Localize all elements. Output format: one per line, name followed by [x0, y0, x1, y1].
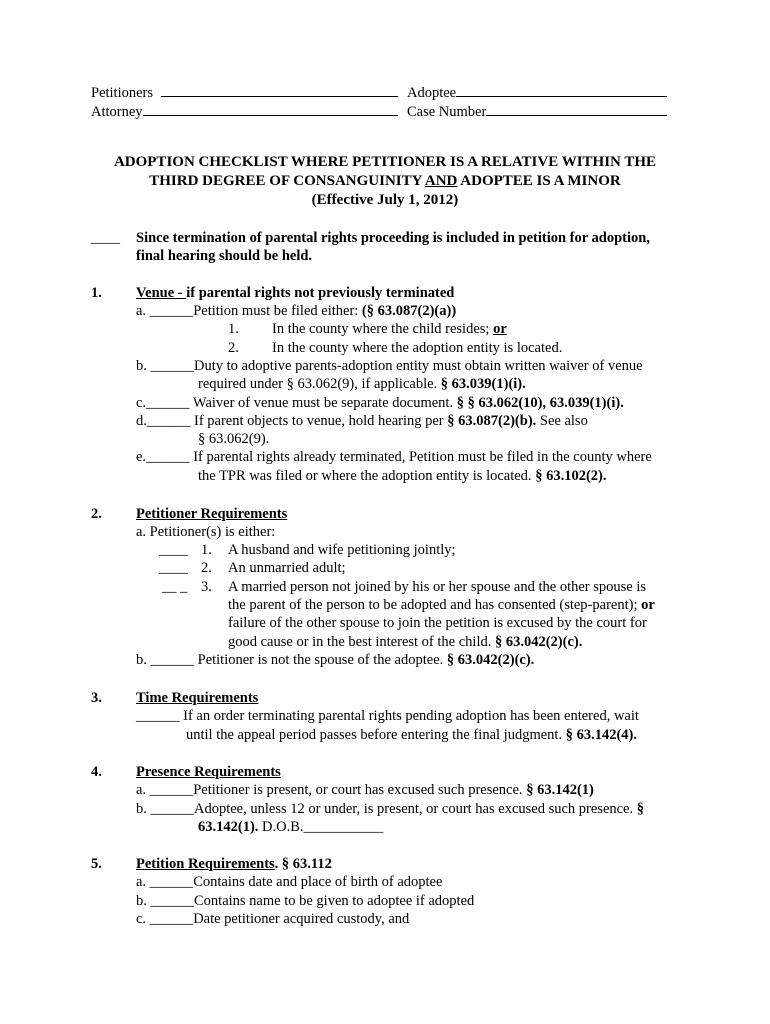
s2-i2-number: 2.: [201, 560, 212, 576]
title-effective-date: (Effective July 1, 2012): [311, 192, 459, 208]
s4-item-b: b. ______Adoptee, unless 12 or under, is present, or court has excused such presence. §: [136, 801, 644, 817]
s2-i1-text: A husband and wife petitioning jointly;: [228, 542, 456, 558]
attorney-label: Attorney: [91, 104, 143, 120]
s1-a-blank[interactable]: a. ______: [136, 303, 194, 319]
s2-i3-blank[interactable]: __ _: [162, 579, 188, 595]
adoptee-label: Adoptee: [407, 85, 457, 101]
s2-i2-blank[interactable]: ____: [159, 560, 188, 576]
s1-item-e-cont: the TPR was filed or where the adoption entity is located. § 63.102(2).: [198, 468, 607, 484]
s1-item-d-cont: § 63.062(9).: [198, 431, 270, 447]
attorney-field: [91, 102, 398, 122]
section-2-heading: Petitioner Requirements: [136, 506, 288, 522]
petitioners-blank[interactable]: [161, 83, 398, 97]
title-line-2: THIRD DEGREE OF CONSANGUINITY AND ADOPTEE IS A MINOR: [149, 173, 621, 189]
attorney-blank[interactable]: [143, 102, 398, 116]
s1-b-blank[interactable]: b. ______: [136, 358, 194, 374]
s1-a2-text: In the county where the adoption entity is located.: [272, 340, 563, 356]
section-4-number: 4.: [91, 764, 102, 780]
petitioners-field: [91, 83, 398, 103]
title-and: AND: [424, 173, 458, 189]
s3-line-2: until the appeal period passes before entering the final judgment. § 63.142(4).: [186, 727, 637, 743]
s2-i2-text: An unmarried adult;: [228, 560, 346, 576]
s4-item-a: a. ______Petitioner is present, or court has excused such presence. § 63.142(1): [136, 782, 594, 798]
intro-blank[interactable]: ____: [91, 230, 120, 246]
title-line-1: ADOPTION CHECKLIST WHERE PETITIONER IS A RELATIVE WITHIN THE: [113, 154, 657, 170]
s2-i3-line-3: failure of the other spouse to join the petition is excused by the court for: [228, 615, 647, 631]
s1-d-blank[interactable]: d.______: [136, 413, 191, 429]
intro-line-1: Since termination of parental rights proceeding is included in petition for adoption,: [136, 230, 650, 246]
section-5-number: 5.: [91, 856, 102, 872]
case-number-label: Case Number: [407, 104, 487, 120]
section-1-number: 1.: [91, 285, 102, 301]
petitioners-label: Petitioners: [91, 85, 154, 101]
s1-a2-number: 2.: [228, 340, 239, 356]
s4-b-blank[interactable]: b. ______: [136, 801, 194, 817]
s1-item-b-cont: required under § 63.062(9), if applicable. § 63.039(1)(i).: [198, 376, 526, 392]
s1-e-blank[interactable]: e.______: [136, 449, 190, 465]
s1-item-a: a. ______Petition must be filed either: (§ 63.087(2)(a)): [136, 303, 457, 319]
s1-a1-number: 1.: [228, 321, 239, 337]
adoptee-field: [407, 83, 667, 103]
adoptee-blank[interactable]: [456, 83, 667, 97]
intro-line-2: final hearing should be held.: [136, 248, 313, 264]
s5-a-blank[interactable]: a. ______: [136, 874, 194, 890]
s2-item-b: b. ______ Petitioner is not the spouse of the adoptee. § 63.042(2)(c).: [136, 652, 535, 668]
s2-i3-line-1: A married person not joined by his or her spouse and the other spouse is: [228, 579, 647, 595]
s4-a-blank[interactable]: a. ______: [136, 782, 194, 798]
s5-item-b: b. ______Contains name to be given to adoptee if adopted: [136, 893, 475, 909]
s1-c-blank[interactable]: c.______: [136, 395, 190, 411]
section-4-heading: Presence Requirements: [136, 764, 281, 780]
s4-item-b-cont: 63.142(1). D.O.B.___________: [198, 819, 384, 835]
s1-item-b: b. ______Duty to adoptive parents-adoption entity must obtain written waiver of venue: [136, 358, 643, 374]
section-3-heading: Time Requirements: [136, 690, 259, 706]
s2-i3-line-4: good cause or in the best interest of the child. § 63.042(2)(c).: [228, 634, 583, 650]
case-number-blank[interactable]: [486, 102, 667, 116]
s3-blank[interactable]: ______: [136, 708, 180, 724]
s5-item-c: c. ______Date petitioner acquired custody, and: [136, 911, 410, 927]
s2-i1-blank[interactable]: ____: [159, 542, 188, 558]
s1-item-d: d.______ If parent objects to venue, hold hearing per § 63.087(2)(b). See also: [136, 413, 588, 429]
s2-i3-number: 3.: [201, 579, 212, 595]
section-1-heading: Venue - if parental rights not previously terminated: [136, 285, 455, 301]
s5-c-blank[interactable]: c. ______: [136, 911, 194, 927]
s1-item-e: e.______ If parental rights already terminated, Petition must be filed in the county where: [136, 449, 652, 465]
s1-a1-text: In the county where the child resides; or: [272, 321, 507, 337]
s2-i1-number: 1.: [201, 542, 212, 558]
section-5-heading: Petition Requirements. § 63.112: [136, 856, 332, 872]
s2-item-a: a. Petitioner(s) is either:: [136, 524, 276, 540]
s2-b-blank[interactable]: b. ______: [136, 652, 194, 668]
section-3-number: 3.: [91, 690, 102, 706]
s1-item-c: c.______ Waiver of venue must be separate document. § § 63.062(10), 63.039(1)(i).: [136, 395, 624, 411]
dob-field[interactable]: D.O.B.___________: [258, 819, 384, 835]
s5-item-a: a. ______Contains date and place of birth of adoptee: [136, 874, 443, 890]
s5-b-blank[interactable]: b. ______: [136, 893, 194, 909]
s3-line-1: ______ If an order terminating parental rights pending adoption has been entered, wait: [136, 708, 639, 724]
s2-i3-line-2: the parent of the person to be adopted and has consented (step-parent); or: [228, 597, 655, 613]
case-number-field: [407, 102, 667, 122]
section-2-number: 2.: [91, 506, 102, 522]
